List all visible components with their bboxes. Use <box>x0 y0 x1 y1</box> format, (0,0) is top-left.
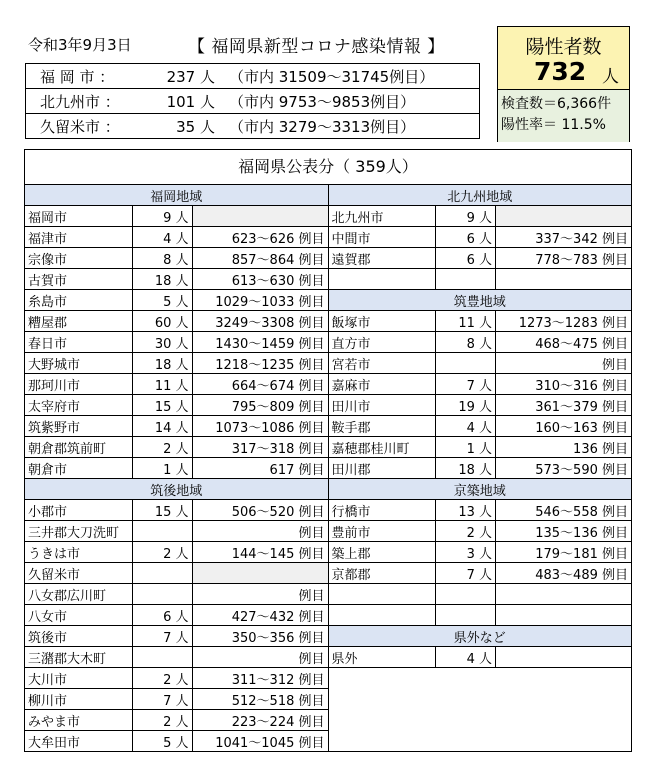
municipality-count <box>132 584 192 605</box>
municipality-count: 60 人 <box>132 311 192 332</box>
municipality-count: 18 人 <box>132 353 192 374</box>
municipality-count: 9 人 <box>436 206 496 227</box>
case-range: 136 例目 <box>496 437 632 458</box>
city-count: 35 人 <box>153 114 219 139</box>
region-header <box>329 626 632 647</box>
case-range: 135～136 例目 <box>496 521 632 542</box>
case-range: 例目 <box>192 647 328 668</box>
municipality-row <box>25 563 328 584</box>
municipality-row <box>25 416 328 437</box>
municipality-row <box>329 269 632 290</box>
municipality-count: 7 人 <box>436 563 496 584</box>
municipality-count: 6 人 <box>132 605 192 626</box>
municipality-count <box>436 584 496 605</box>
case-range: 573～590 例目 <box>496 458 632 479</box>
municipality-row <box>329 584 632 605</box>
case-range: 617 例目 <box>192 458 328 479</box>
municipality-name <box>329 584 436 605</box>
municipality-name: 京都郡 <box>329 563 436 584</box>
city-range: （市内 3279～3313例目） <box>219 114 480 139</box>
region-name: 福岡地域 <box>25 185 328 206</box>
case-range: 613～630 例目 <box>192 269 328 290</box>
city-count: 237 人 <box>166 67 215 86</box>
blank-area <box>329 728 632 748</box>
positive-count-box <box>497 26 630 142</box>
municipality-count: 18 人 <box>436 458 496 479</box>
case-range <box>192 563 328 584</box>
city-name: 久留米市 ： <box>26 114 154 139</box>
municipality-count: 7 人 <box>132 626 192 647</box>
municipality-row <box>25 605 328 626</box>
region-header <box>25 185 328 206</box>
municipality-name: 糸島市 <box>25 290 132 311</box>
municipality-row <box>329 353 632 374</box>
region-name: 筑豊地域 <box>329 290 632 311</box>
municipality-row <box>329 311 632 332</box>
municipality-count: 4 人 <box>132 227 192 248</box>
municipality-name: うきは市 <box>25 542 132 563</box>
municipality-count: 15 人 <box>132 395 192 416</box>
case-range: 144～145 例目 <box>192 542 328 563</box>
municipality-name: 田川郡 <box>329 458 436 479</box>
municipality-row <box>25 647 328 668</box>
blank-area <box>329 708 632 728</box>
municipality-name: 古賀市 <box>25 269 132 290</box>
municipality-name: 春日市 <box>25 332 132 353</box>
municipality-count: 19 人 <box>436 395 496 416</box>
case-range: 512～518 例目 <box>192 689 328 710</box>
case-range: 337～342 例目 <box>496 227 632 248</box>
municipality-count: 6 人 <box>436 248 496 269</box>
municipality-row <box>25 500 328 521</box>
blank-area <box>329 688 632 708</box>
case-range: 223～224 例目 <box>192 710 328 731</box>
municipality-row <box>25 668 328 689</box>
municipality-count: 3 人 <box>436 542 496 563</box>
case-range: 例目 <box>192 584 328 605</box>
municipality-count: 30 人 <box>132 332 192 353</box>
city-count: 101 人 <box>153 89 219 114</box>
municipality-count: 2 人 <box>132 542 192 563</box>
case-range: 361～379 例目 <box>496 395 632 416</box>
municipality-count <box>436 605 496 626</box>
case-range: 546～558 例目 <box>496 500 632 521</box>
report-title: 【 福岡県新型コロナ感染情報 】 <box>188 37 445 57</box>
municipality-count: 2 人 <box>132 710 192 731</box>
municipality-name: 嘉麻市 <box>329 374 436 395</box>
municipality-name: 直方市 <box>329 332 436 353</box>
municipality-name: 飯塚市 <box>329 311 436 332</box>
region-name: 北九州地域 <box>329 185 632 206</box>
municipality-name: 朝倉市 <box>25 458 132 479</box>
municipality-count: 7 人 <box>436 374 496 395</box>
municipality-name: 糟屋郡 <box>25 311 132 332</box>
case-range: 311～312 例目 <box>192 668 328 689</box>
municipality-name: 大野城市 <box>25 353 132 374</box>
case-range: 427～432 例目 <box>192 605 328 626</box>
municipality-count: 8 人 <box>132 248 192 269</box>
region-header <box>329 185 632 206</box>
region-name: 県外など <box>329 626 632 647</box>
prefecture-table <box>24 149 632 752</box>
municipality-row <box>25 332 328 353</box>
municipality-name: 築上郡 <box>329 542 436 563</box>
municipality-count: 11 人 <box>132 374 192 395</box>
case-range: 1218～1235 例目 <box>192 353 328 374</box>
municipality-row <box>25 689 328 710</box>
case-range: 778～783 例目 <box>496 248 632 269</box>
municipality-row <box>25 248 328 269</box>
city-row <box>26 89 480 114</box>
blank-cell <box>329 688 632 708</box>
case-range: 317～318 例目 <box>192 437 328 458</box>
municipality-count <box>436 269 496 290</box>
case-range: 例目 <box>192 521 328 542</box>
blank-cell <box>329 668 632 689</box>
positive-rate: 陽性率＝ 11.5% <box>501 117 606 133</box>
municipality-count: 8 人 <box>436 332 496 353</box>
case-range: 160～163 例目 <box>496 416 632 437</box>
municipality-row <box>25 584 328 605</box>
municipality-count: 2 人 <box>132 437 192 458</box>
positive-count: 732 <box>534 57 587 86</box>
municipality-count: 5 人 <box>132 290 192 311</box>
region-header <box>25 479 328 500</box>
municipality-row <box>25 542 328 563</box>
municipality-count: 2 人 <box>436 521 496 542</box>
case-range <box>496 206 632 227</box>
municipality-name: 鞍手郡 <box>329 416 436 437</box>
city-row <box>26 114 480 139</box>
municipality-row <box>25 731 328 752</box>
municipality-row <box>25 395 328 416</box>
municipality-name: 筑後市 <box>25 626 132 647</box>
municipality-row <box>329 521 632 542</box>
municipality-name: 宮若市 <box>329 353 436 374</box>
blank-cell <box>329 708 632 728</box>
municipality-row <box>329 416 632 437</box>
municipality-count: 13 人 <box>436 500 496 521</box>
case-range <box>496 269 632 290</box>
municipality-name: 三井郡大刀洗町 <box>25 521 132 542</box>
case-range: 310～316 例目 <box>496 374 632 395</box>
municipality-row <box>329 605 632 626</box>
case-range: 1029～1033 例目 <box>192 290 328 311</box>
municipality-row <box>329 395 632 416</box>
municipality-count: 2 人 <box>132 668 192 689</box>
municipality-row <box>329 248 632 269</box>
case-range <box>496 647 632 668</box>
case-range: 664～674 例目 <box>192 374 328 395</box>
region-header <box>329 479 632 500</box>
municipality-name: 豊前市 <box>329 521 436 542</box>
municipality-name: 久留米市 <box>25 563 132 584</box>
municipality-name: 田川市 <box>329 395 436 416</box>
case-range: 3249～3308 例目 <box>192 311 328 332</box>
city-range: （市内 31509～31745例目） <box>229 67 435 86</box>
municipality-name: 大牟田市 <box>28 735 81 751</box>
municipality-row <box>25 269 328 290</box>
blank-area <box>329 668 632 689</box>
municipality-name: 行橋市 <box>329 500 436 521</box>
municipality-row <box>329 458 632 479</box>
municipality-count <box>132 563 192 584</box>
municipality-count: 9 人 <box>132 206 192 227</box>
municipality-row <box>329 563 632 584</box>
municipality-name: 福津市 <box>25 227 132 248</box>
municipality-name: 八女郡広川町 <box>25 584 132 605</box>
municipality-row <box>25 206 328 227</box>
municipality-count: 6 人 <box>436 227 496 248</box>
city-summary-table <box>25 63 480 139</box>
case-range: 1273～1283 例目 <box>496 311 632 332</box>
test-count: 検査数＝6,366件 <box>501 96 612 112</box>
positive-label: 陽性者数 <box>525 36 602 58</box>
case-range: 179～181 例目 <box>496 542 632 563</box>
case-range: 1041～1045 例目 <box>192 731 328 752</box>
municipality-row <box>25 626 328 647</box>
municipality-count: 18 人 <box>132 269 192 290</box>
municipality-name: 県外 <box>329 647 436 668</box>
municipality-count: 1 人 <box>436 437 496 458</box>
municipality-count: 4 人 <box>436 647 496 668</box>
municipality-name: 大川市 <box>25 668 132 689</box>
municipality-name: 柳川市 <box>25 689 132 710</box>
municipality-name: みやま市 <box>25 710 132 731</box>
blank-cell <box>329 728 632 748</box>
municipality-row <box>329 437 632 458</box>
municipality-count <box>132 647 192 668</box>
municipality-row <box>25 227 328 248</box>
municipality-count: 7 人 <box>132 689 192 710</box>
prefecture-title: 福岡県公表分（ 359人） <box>25 150 631 185</box>
positive-unit: 人 <box>602 67 619 87</box>
case-range: 506～520 例目 <box>192 500 328 521</box>
municipality-row <box>329 332 632 353</box>
municipality-count: 5 人 <box>132 731 192 752</box>
municipality-name: 中間市 <box>329 227 436 248</box>
municipality-row <box>329 542 632 563</box>
municipality-name <box>329 605 436 626</box>
municipality-count <box>436 353 496 374</box>
municipality-row <box>329 647 632 668</box>
city-row <box>26 64 480 89</box>
municipality-name <box>329 269 436 290</box>
municipality-name: 宗像市 <box>25 248 132 269</box>
right-column <box>329 185 632 751</box>
municipality-row <box>25 374 328 395</box>
municipality-count: 11 人 <box>436 311 496 332</box>
municipality-row <box>25 353 328 374</box>
case-range: 350～356 例目 <box>192 626 328 647</box>
municipality-row <box>329 227 632 248</box>
case-range: 1430～1459 例目 <box>192 332 328 353</box>
case-range <box>496 584 632 605</box>
city-name: 福 岡 市 ： <box>40 67 115 86</box>
region-header <box>329 290 632 311</box>
municipality-name: 那珂川市 <box>25 374 132 395</box>
left-column <box>25 185 329 751</box>
municipality-count: 4 人 <box>436 416 496 437</box>
municipality-row <box>329 500 632 521</box>
case-range <box>496 605 632 626</box>
municipality-row <box>329 206 632 227</box>
municipality-name: 嘉穂郡桂川町 <box>329 437 436 458</box>
municipality-row <box>25 290 328 311</box>
municipality-row <box>25 521 328 542</box>
municipality-name: 北九州市 <box>329 206 436 227</box>
municipality-name: 福岡市 <box>25 206 132 227</box>
case-range <box>192 206 328 227</box>
region-name: 京築地域 <box>329 479 632 500</box>
case-range: 483～489 例目 <box>496 563 632 584</box>
region-name: 筑後地域 <box>25 479 328 500</box>
city-name: 北九州市 ： <box>26 89 154 114</box>
case-range: 1073～1086 例目 <box>192 416 328 437</box>
municipality-row <box>25 311 328 332</box>
municipality-name: 筑紫野市 <box>25 416 132 437</box>
case-range: 857～864 例目 <box>192 248 328 269</box>
municipality-name: 遠賀郡 <box>329 248 436 269</box>
municipality-count <box>132 521 192 542</box>
municipality-row <box>25 458 328 479</box>
municipality-count: 1 人 <box>132 458 192 479</box>
municipality-count: 14 人 <box>132 416 192 437</box>
municipality-row <box>25 437 328 458</box>
municipality-name: 小郡市 <box>25 500 132 521</box>
municipality-name: 太宰府市 <box>25 395 132 416</box>
municipality-name: 朝倉郡筑前町 <box>25 437 132 458</box>
case-range: 例目 <box>496 353 632 374</box>
municipality-name: 三潴郡大木町 <box>25 647 132 668</box>
city-range: （市内 9753～9853例目） <box>219 89 480 114</box>
municipality-row <box>329 374 632 395</box>
case-range: 623～626 例目 <box>192 227 328 248</box>
municipality-count: 15 人 <box>132 500 192 521</box>
case-range: 468～475 例目 <box>496 332 632 353</box>
municipality-row <box>25 710 328 731</box>
case-range: 795～809 例目 <box>192 395 328 416</box>
municipality-name: 八女市 <box>25 605 132 626</box>
report-date: 令和3年9月3日 <box>28 36 132 54</box>
